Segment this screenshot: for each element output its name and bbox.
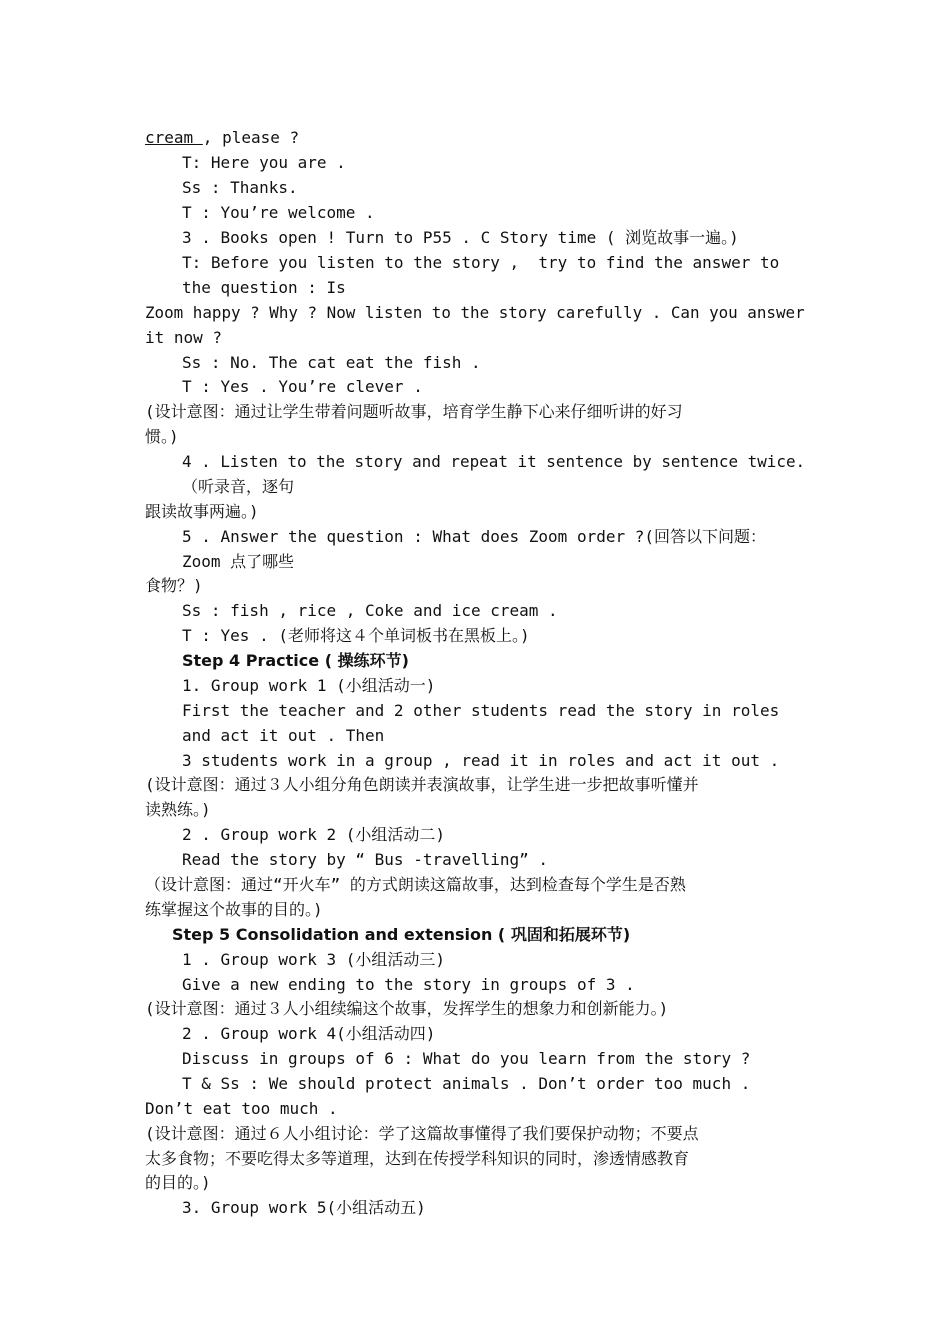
design-intent-note: (设计意图：通过３人小组分角色朗读并表演故事，让学生进一步把故事听懂并 [145, 775, 699, 794]
text-line: T : Yes . You’re clever . [182, 377, 423, 396]
text-line: and act it out . Then [182, 726, 385, 745]
text-line: 4 . Listen to the story and repeat it sentence by sentence twice. [182, 452, 806, 471]
design-intent-note: 的目的。) [145, 1173, 211, 1192]
text-line: Ss : fish , rice , Coke and ice cream . [182, 601, 558, 620]
text-line: First the teacher and 2 other students read the story in roles [182, 701, 780, 720]
text-line: Discuss in groups of 6 : What do you learn from the story ? [182, 1049, 751, 1068]
text-fragment: , please ? [202, 128, 300, 147]
text-line: Zoom happy ? Why ? Now listen to the story carefully . Can you answer [145, 303, 805, 322]
text-line: T & Ss : We should protect animals . Don’t order too much . [182, 1074, 751, 1093]
text-line: 5 . Answer the question : What does Zoom order ?(回答以下问题： [182, 527, 767, 546]
text-line: 2 . Group work 4(小组活动四) [182, 1024, 436, 1043]
text-line: 跟读故事两遍。) [145, 502, 259, 521]
design-intent-note: 惯。) [145, 427, 179, 446]
design-intent-note: （设计意图：通过“开火车” 的方式朗读这篇故事，达到检查每个学生是否熟 [145, 875, 686, 894]
text-line: Ss : Thanks. [182, 178, 298, 197]
text-line: （听录音，逐句 [182, 477, 295, 496]
text-line: T : Yes . (老师将这４个单词板书在黑板上。) [182, 626, 530, 645]
text-line: it now ? [145, 328, 223, 347]
text-line: T : You’re welcome . [182, 203, 375, 222]
design-intent-note: 练掌握这个故事的目的。) [145, 900, 323, 919]
section-heading: Step 4 Practice ( 操练环节) [182, 651, 409, 670]
text-line: T: Here you are . [182, 153, 346, 172]
section-heading: Step 5 Consolidation and extension ( 巩固和拓展环节) [172, 925, 631, 944]
text-line: 1. Group work 1 (小组活动一) [182, 676, 436, 695]
text-line: Don’t eat too much . [145, 1099, 338, 1118]
design-intent-note: (设计意图：通过让学生带着问题听故事，培育学生静下心来仔细听讲的好习 [145, 402, 683, 421]
text-line: 食物？) [145, 576, 203, 595]
design-intent-note: 读熟练。) [145, 800, 211, 819]
text-line: 3 students work in a group , read it in roles and act it out . [182, 751, 780, 770]
design-intent-note: 太多食物；不要吃得太多等道理，达到在传授学科知识的同时，渗透情感教育 [145, 1149, 690, 1168]
text-line: the question : Is [182, 278, 346, 297]
text-line: 2 . Group work 2 (小组活动二) [182, 825, 446, 844]
text-line: 3 . Books open ! Turn to P55 . C Story time ( 浏览故事一遍。) [182, 228, 739, 247]
text-line: Zoom 点了哪些 [182, 552, 295, 571]
text-line: Give a new ending to the story in groups of 3 . [182, 975, 635, 994]
design-intent-note: (设计意图：通过６人小组讨论：学了这篇故事懂得了我们要保护动物；不要点 [145, 1124, 699, 1143]
text-line [145, 128, 299, 148]
text-line: 1 . Group work 3 (小组活动三) [182, 950, 446, 969]
underlined-word: cream [145, 128, 203, 147]
text-line: 3. Group work 5(小组活动五) [182, 1198, 426, 1217]
text-line: T: Before you listen to the story , try to find the answer to [182, 253, 780, 272]
text-line: Read the story by “ Bus -travelling” . [182, 850, 549, 869]
design-intent-note: (设计意图：通过３人小组续编这个故事，发挥学生的想象力和创新能力。) [145, 999, 669, 1018]
text-line: Ss : No. The cat eat the fish . [182, 353, 481, 372]
